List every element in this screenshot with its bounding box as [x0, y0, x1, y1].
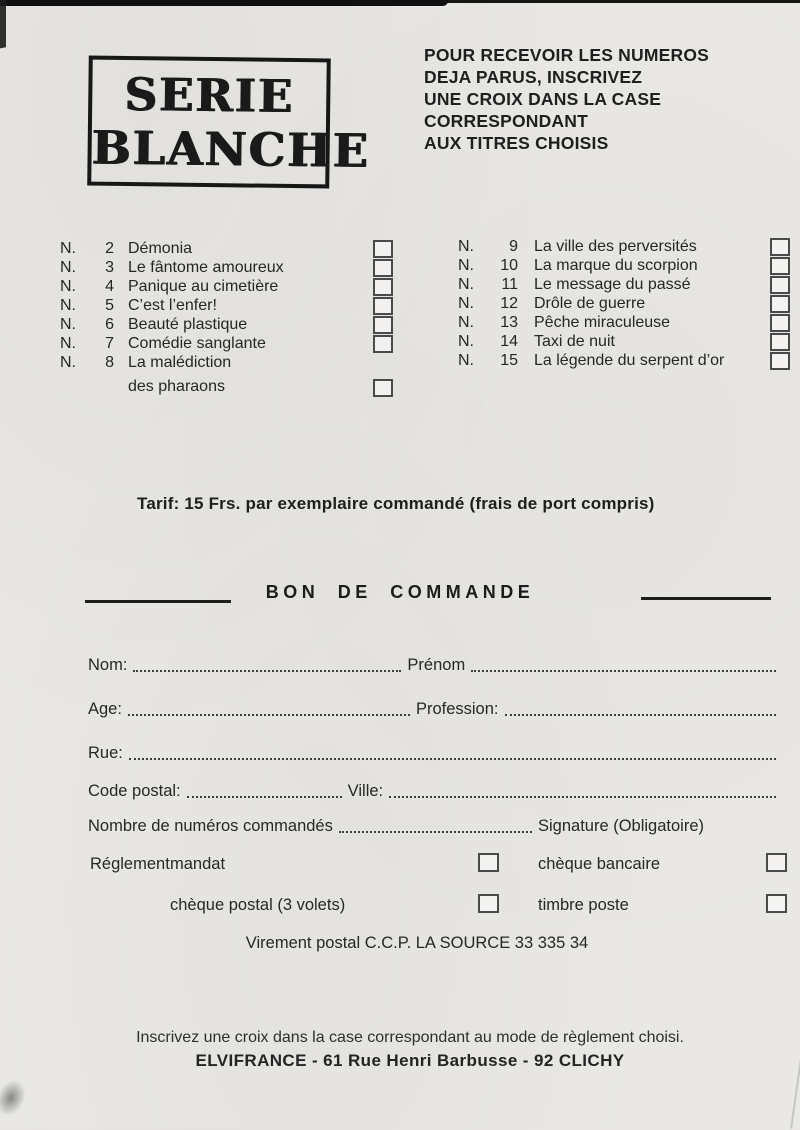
- nombre-label: Nombre de numéros commandés: [88, 817, 333, 835]
- n-label: N.: [60, 259, 76, 276]
- issue-title: Le fântome amoureux: [128, 259, 284, 276]
- reglement-label: Réglement: [90, 855, 170, 873]
- payment-row-2: [88, 891, 782, 915]
- timbre-poste-checkbox[interactable]: [766, 894, 787, 913]
- age-input-line[interactable]: [128, 714, 410, 716]
- checkbox-titre-5[interactable]: [373, 297, 393, 315]
- issue-number: 12: [500, 295, 518, 312]
- checkbox-titre-10[interactable]: [770, 257, 790, 275]
- n-label: N.: [60, 316, 76, 333]
- intro-line: DEJA PARUS, INSCRIVEZ: [424, 67, 643, 87]
- prenom-label: Prénom: [407, 656, 466, 674]
- checkbox-titre-13[interactable]: [770, 314, 790, 332]
- heading-rule-left: [85, 600, 231, 603]
- ville-input-line[interactable]: [389, 796, 776, 798]
- list-item: [458, 237, 790, 256]
- issue-number: 4: [105, 278, 114, 295]
- issue-title: La légende du serpent d’or: [534, 352, 725, 369]
- issue-title: Pêche miraculeuse: [534, 314, 671, 331]
- list-item: [458, 294, 790, 313]
- n-label: N.: [60, 240, 76, 257]
- intro-line: CORRESPONDANT: [424, 111, 588, 131]
- n-label: N.: [458, 352, 474, 369]
- issue-title: La ville des perversités: [534, 238, 697, 255]
- issue-title: Taxi de nuit: [534, 333, 615, 350]
- checkbox-titre-4[interactable]: [373, 278, 393, 296]
- scan-crease-bottom-right: [790, 1059, 800, 1129]
- scan-edge-left: [0, 0, 6, 49]
- cheque-bancaire-label: chèque bancaire: [538, 855, 661, 873]
- checkbox-titre-9[interactable]: [770, 238, 790, 256]
- issue-title: Comédie sanglante: [128, 335, 266, 352]
- issue-title-line2: des pharaons: [128, 378, 225, 395]
- issue-number: 13: [500, 314, 518, 331]
- n-label: N.: [458, 314, 474, 331]
- list-item: [458, 332, 790, 351]
- list-item: [60, 258, 393, 277]
- code-postal-label: Code postal:: [88, 782, 181, 800]
- issue-number: 10: [500, 257, 518, 274]
- issue-number: 5: [105, 297, 114, 314]
- nombre-input-line[interactable]: [339, 831, 532, 833]
- checkbox-titre-8[interactable]: [373, 379, 393, 397]
- form-row-nom: [88, 656, 782, 675]
- nom-label: Nom:: [88, 656, 128, 674]
- intro-line: AUX TITRES CHOISIS: [424, 133, 609, 153]
- checkbox-titre-11[interactable]: [770, 276, 790, 294]
- issue-title: Beauté plastique: [128, 316, 248, 333]
- virement-note: Virement postal C.C.P. LA SOURCE 33 335 34: [245, 934, 589, 952]
- list-item: [458, 256, 790, 275]
- code-postal-input-line[interactable]: [187, 796, 342, 798]
- mandat-checkbox[interactable]: [478, 853, 499, 872]
- n-label: N.: [60, 278, 76, 295]
- payment-row-1: [88, 850, 782, 874]
- rue-input-line[interactable]: [129, 758, 776, 760]
- footer: [70, 1029, 750, 1071]
- nom-input-line[interactable]: [133, 670, 401, 672]
- issue-number: 9: [509, 238, 518, 255]
- issue-title: Panique au cimetière: [128, 278, 279, 295]
- issue-title: La malédiction: [128, 354, 232, 371]
- list-item: [60, 277, 393, 296]
- scan-smudge-bottom-left: [0, 1066, 39, 1129]
- cheque-postal-label: chèque postal (3 volets): [170, 896, 346, 914]
- form-row-rue: [88, 744, 782, 763]
- checkbox-titre-14[interactable]: [770, 333, 790, 351]
- footer-note: Inscrivez une croix dans la case correspondant au mode de règlement choisi.: [136, 1029, 684, 1046]
- timbre-poste-label: timbre poste: [538, 896, 629, 914]
- intro-line: POUR RECEVOIR LES NUMEROS: [424, 45, 710, 65]
- list-item: [60, 239, 393, 258]
- issue-number: 11: [501, 276, 518, 293]
- list-item: [60, 296, 393, 315]
- list-item: [458, 351, 790, 370]
- issue-number: 6: [105, 316, 114, 333]
- issue-title: Drôle de guerre: [534, 295, 646, 312]
- list-item: [60, 353, 393, 372]
- order-form-header: [0, 582, 800, 608]
- checkbox-titre-6[interactable]: [373, 316, 393, 334]
- n-label: N.: [458, 333, 474, 350]
- issue-title: C’est l’enfer!: [128, 297, 217, 314]
- issue-number: 7: [105, 335, 114, 352]
- mandat-label: mandat: [170, 855, 226, 873]
- issue-number: 14: [500, 333, 518, 350]
- signature-label: Signature (Obligatoire): [538, 817, 704, 835]
- heading-rule-right: [641, 597, 771, 600]
- age-label: Age:: [88, 700, 122, 718]
- rue-label: Rue:: [88, 744, 123, 762]
- order-form-heading: BON DE COMMANDE: [265, 582, 535, 602]
- n-label: N.: [60, 354, 76, 371]
- checkbox-titre-12[interactable]: [770, 295, 790, 313]
- profession-input-line[interactable]: [505, 714, 777, 716]
- n-label: N.: [60, 297, 76, 314]
- n-label: N.: [458, 276, 474, 293]
- issue-title: Démonia: [128, 240, 193, 257]
- intro-line: UNE CROIX DANS LA CASE: [424, 89, 662, 109]
- titles-list-left: [60, 239, 393, 396]
- serie-blanche-logo: [87, 56, 371, 189]
- list-item: [60, 334, 393, 353]
- issue-number: 2: [105, 240, 114, 257]
- form-row-code-postal: [88, 782, 782, 801]
- n-label: N.: [458, 257, 474, 274]
- titles-list-right: [458, 237, 790, 370]
- list-item: [60, 315, 393, 334]
- cheque-bancaire-checkbox[interactable]: [766, 853, 787, 872]
- scan-edge-top-left: [0, 0, 448, 6]
- n-label: N.: [458, 238, 474, 255]
- issue-number: 8: [105, 354, 114, 371]
- checkbox-titre-7[interactable]: [373, 335, 393, 353]
- publisher-address: ELVIFRANCE - 61 Rue Henri Barbusse - 92 CLICHY: [195, 1051, 625, 1070]
- list-item: [458, 275, 790, 294]
- cheque-postal-checkbox[interactable]: [478, 894, 499, 913]
- checkbox-titre-2[interactable]: [373, 240, 393, 258]
- checkbox-titre-15[interactable]: [770, 352, 790, 370]
- form-row-age: [88, 700, 782, 719]
- order-form: [88, 648, 782, 953]
- n-label: N.: [458, 295, 474, 312]
- prenom-input-line[interactable]: [471, 670, 776, 672]
- profession-label: Profession:: [415, 700, 499, 718]
- ville-label: Ville:: [347, 782, 384, 800]
- issue-number: 15: [500, 352, 518, 369]
- tarif-line: Tarif: 15 Frs. par exemplaire commandé (frais de port compris): [137, 494, 655, 513]
- issue-title: Le message du passé: [534, 276, 691, 293]
- list-item-continuation: [60, 377, 393, 396]
- issue-number: 3: [105, 259, 114, 276]
- ordering-instructions: [424, 44, 769, 154]
- logo-line-1: SERIE: [124, 67, 295, 124]
- checkbox-titre-3[interactable]: [373, 259, 393, 277]
- issue-title: La marque du scorpion: [534, 257, 698, 274]
- n-label: N.: [60, 335, 76, 352]
- logo-line-2: BLANCHE: [91, 120, 371, 178]
- form-row-nombre: [88, 817, 782, 836]
- list-item: [458, 313, 790, 332]
